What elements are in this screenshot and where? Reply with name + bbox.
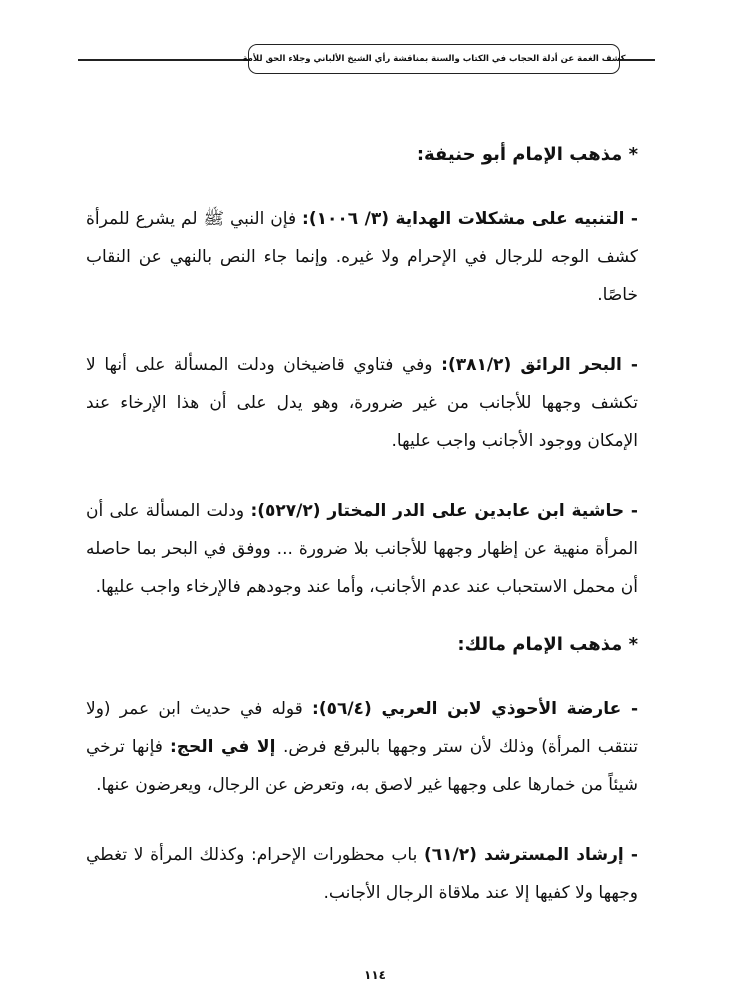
paragraph-text-continued: فإنها ترخي شيئاً من خمارها على وجهها غير لاصق به، وتعرض عن الرجال، ويعرضون عنها. [86,737,638,795]
paragraph-text: قوله في حديث ابن عمر (ولا تنتقب المرأة) وذلك لأن ستر وجهها بالبرقع فرض. [86,699,639,757]
paragraph-aridah [86,690,638,804]
highlighted-phrase: إلا في الحج: [169,737,283,757]
paragraph-tanbih [86,200,638,314]
source-title: - إرشاد المسترشد (٦١/٢) [424,845,638,865]
page-number: ١١٤ [364,968,386,982]
paragraph-ibn-abidin [86,492,638,606]
source-title: - البحر الرائق (٣٨١/٢): [441,355,638,375]
paragraph-bahr [86,346,638,460]
paragraph-text: فإن النبي ﷺ لم يشرع للمرأة كشف الوجه للرجال في الإحرام ولا غيره. وإنما جاء النص بالنهي عن النقاب خاصًا. [86,209,638,305]
paragraph-irshad [86,836,638,912]
header-title: كشف الغمة عن أدلة الحجاب في الكتاب والسنة بمناقشة رأي الشيخ الألباني وجلاء الحق للأمة [242,54,626,64]
header-rule-left [78,59,248,61]
paragraph-text: ودلت المسألة على أن المرأة منهية عن إظهار وجهها للأجانب بلا ضرورة ... ووفق في البحر بما حاصله أن محمل الاستحباب عند عدم الأجانب، وأما عند وجودهم فالإرخاء واجب عليها. [86,501,638,597]
page-body [86,140,638,912]
section-heading-hanafi: * مذهب الإمام أبو حنيفة: [416,144,638,165]
header-rule-right [620,59,655,61]
running-header [242,44,626,74]
source-title: - حاشية ابن عابدين على الدر المختار (٥٢٧/٢): [250,501,638,521]
paragraph-text: باب محظورات الإحرام: وكذلك المرأة لا تغطي وجهها ولا كفيها إلا عند ملاقاة الرجال الأجانب. [86,845,638,903]
source-title: - عارضة الأحوذي لابن العربي (٥٦/٤): [312,699,638,719]
source-title: - التنبيه على مشكلات الهداية (٣/ ١٠٠٦): [302,209,638,229]
paragraph-text: وفي فتاوي قاضيخان ودلت المسألة على أنها لا تكشف وجهها للأجانب من غير ضرورة، وهو يدل على أن هذا الإرخاء عند الإمكان ووجود الأجانب واجب عليها. [86,355,638,451]
section-heading-maliki: * مذهب الإمام مالك: [457,634,638,655]
